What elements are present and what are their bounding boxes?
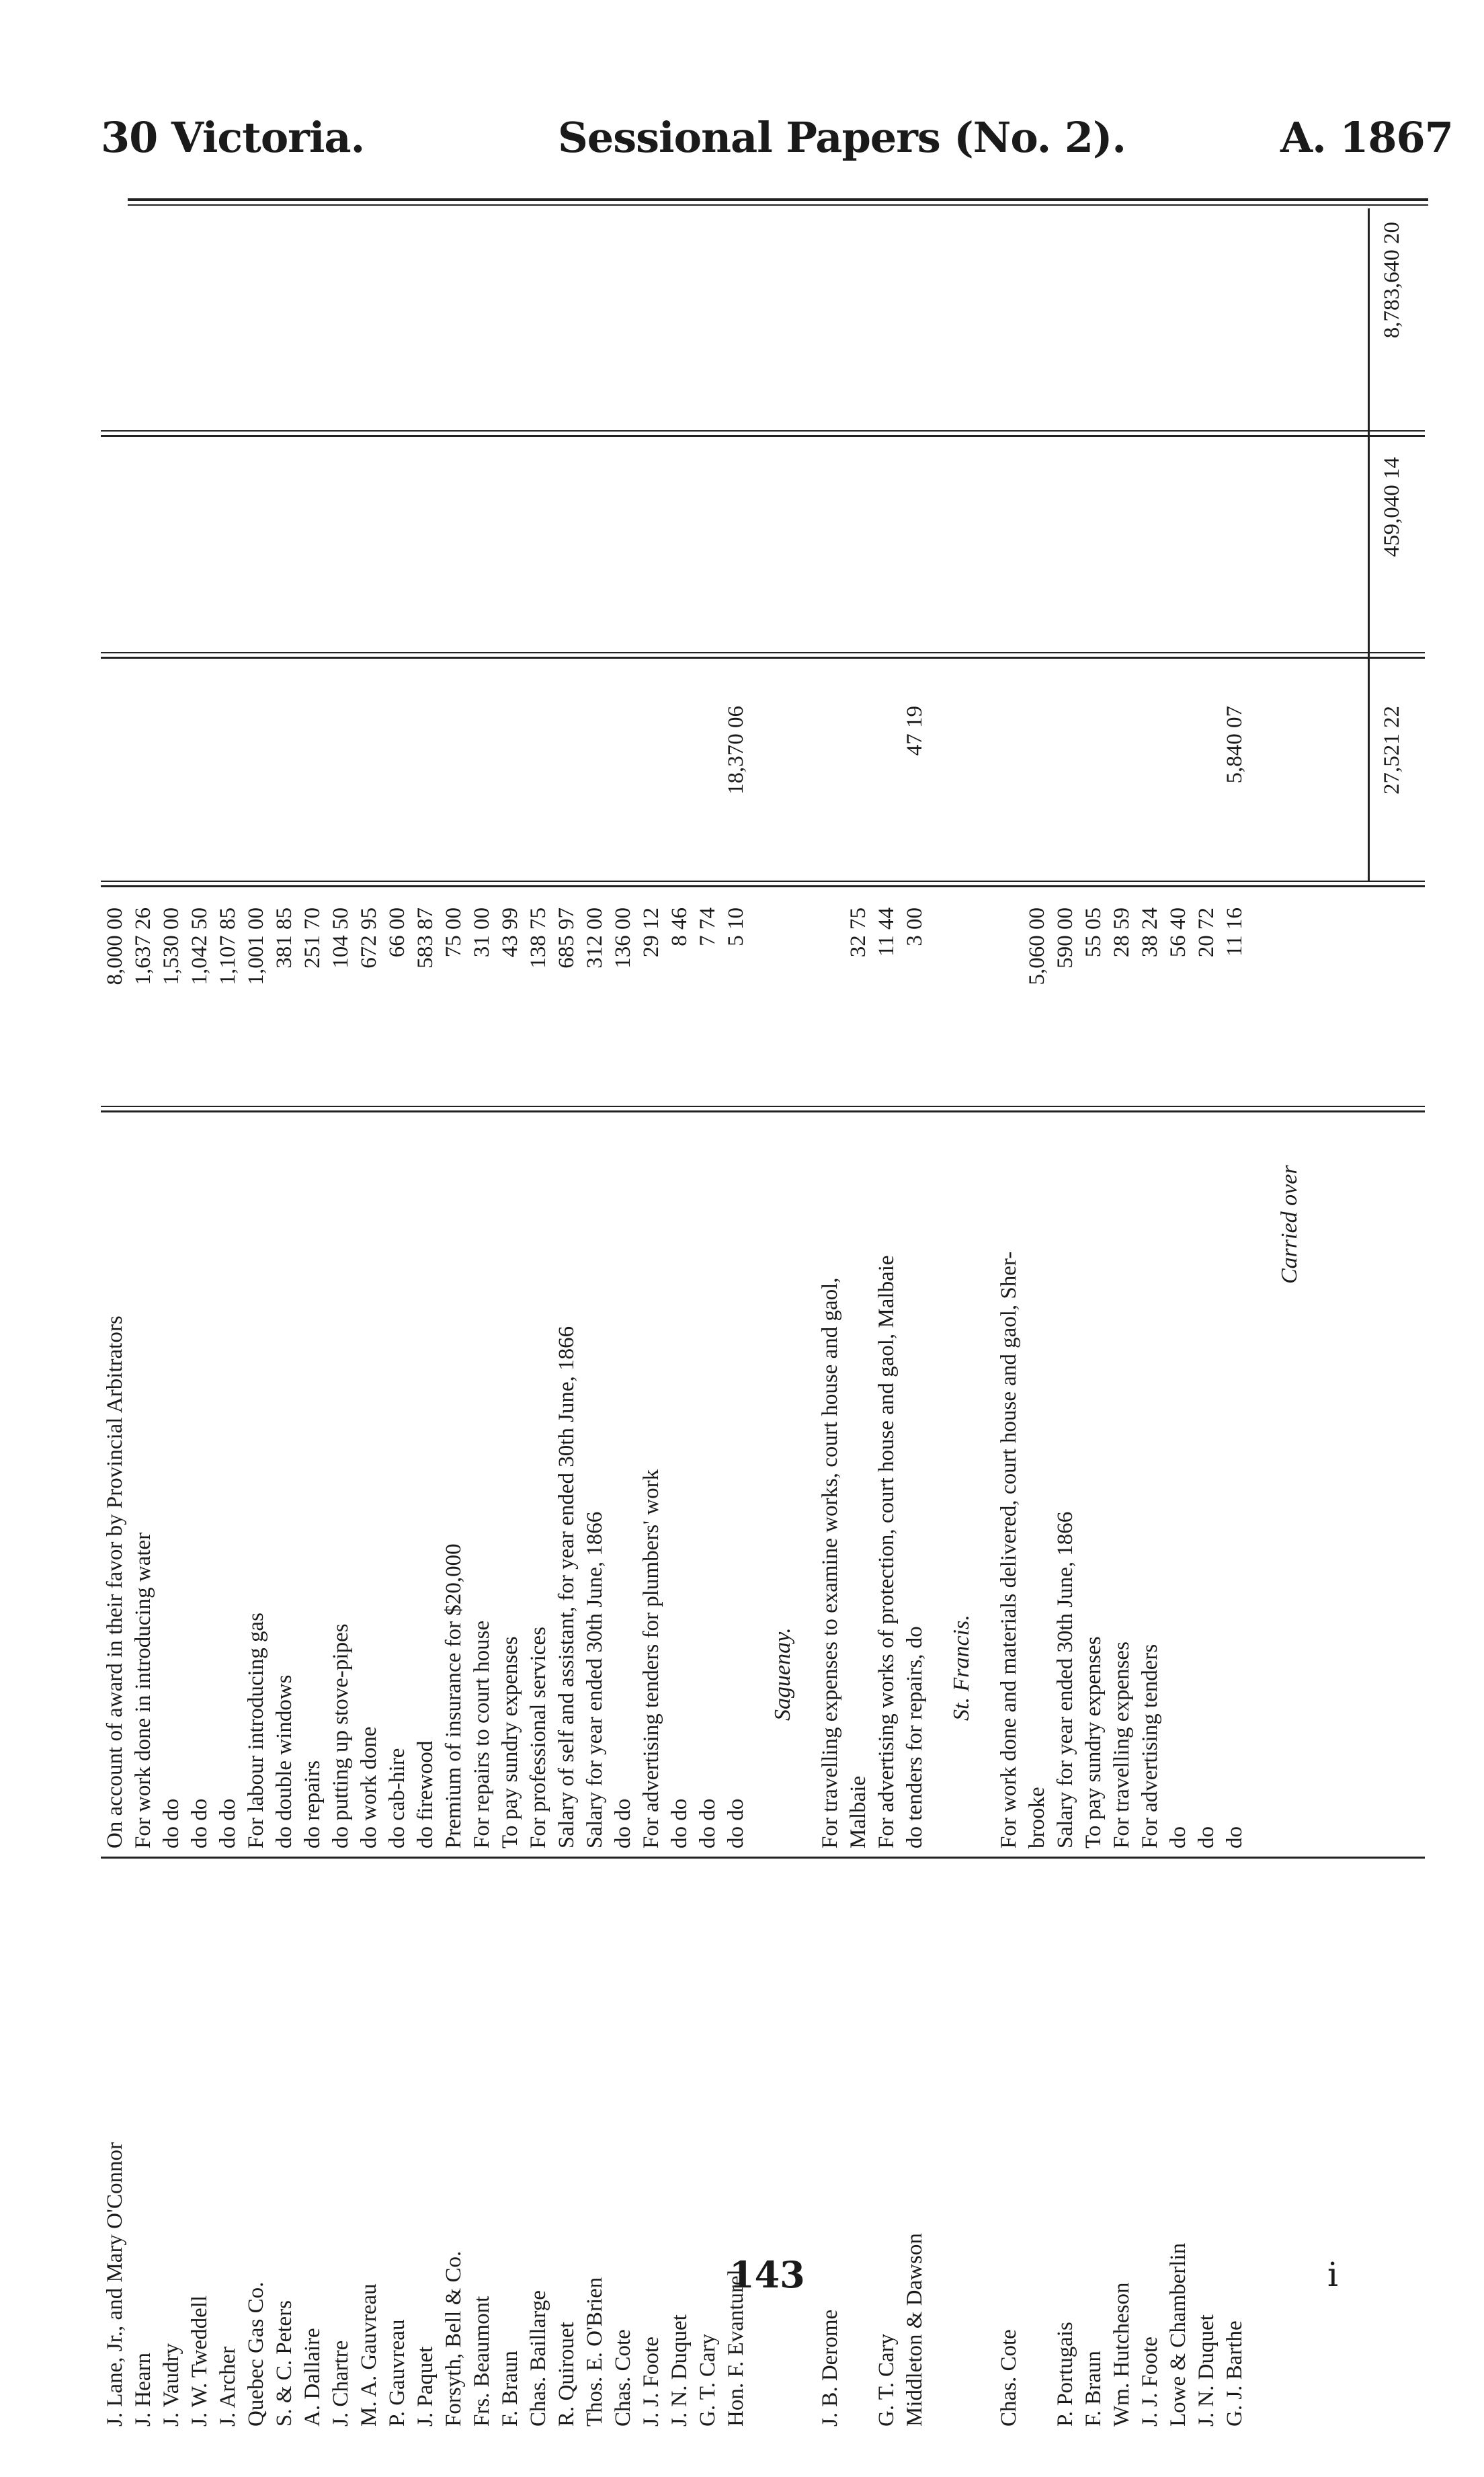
row-desc: For work done in introducing water: [131, 1532, 155, 1849]
header-rule-2: [128, 204, 1428, 206]
row-amount: 75 00: [442, 907, 466, 958]
row-desc: do do: [611, 1798, 635, 1849]
row-amount: 5 10: [724, 907, 748, 946]
row-desc: Salary for year ended 30th June, 1866: [1053, 1511, 1077, 1849]
row-amount: 8 46: [667, 907, 692, 946]
table-row: [1108, 208, 1136, 2427]
row-name: P. Portugais: [1053, 2322, 1077, 2427]
row-desc: To pay sundry expenses: [1081, 1636, 1106, 1849]
table-row: [242, 208, 270, 2427]
row-amount: 55 05: [1081, 907, 1106, 958]
row-desc: For advertising works of protection, court house and gaol, Malbaie: [874, 1255, 899, 1849]
row-desc: For work done and materials delivered, court house and gaol, Sher-: [997, 1251, 1021, 1849]
row-amount: 32 75: [846, 907, 870, 958]
row-desc: do work done: [357, 1726, 381, 1849]
table-row: [609, 208, 637, 2427]
row-name: J. Paquet: [413, 2346, 438, 2427]
row-amount: 7 74: [696, 907, 720, 946]
row-desc: Malbaie: [846, 1775, 870, 1849]
table-row: [468, 208, 496, 2427]
row-amount: 29 12: [639, 907, 663, 958]
row-name: J. J. Foote: [639, 2337, 663, 2427]
row-amount: 28 59: [1110, 907, 1134, 958]
table-row: [637, 208, 665, 2427]
row-name: Chas. Baillarge: [526, 2290, 550, 2427]
row-name: J. Vaudry: [159, 2343, 183, 2427]
row-desc: For advertising tenders for plumbers' work: [639, 1469, 663, 1849]
subtotal-c: [1221, 208, 1249, 2427]
row-name: J. B. Derome: [818, 2309, 842, 2427]
table-row: [383, 208, 411, 2427]
total-col5: 8,783,640 20: [1380, 222, 1404, 339]
subtotal-b: [901, 208, 929, 2427]
row-name: Chas. Cote: [611, 2329, 635, 2427]
row-desc: do do: [159, 1798, 183, 1849]
row-desc: do: [1166, 1826, 1190, 1849]
table-row: [816, 208, 844, 2427]
totals-row: [1378, 208, 1406, 2427]
row-amount: 8,000 00: [103, 907, 127, 985]
row-desc: On account of award in their favor by Provincial Arbitrators: [103, 1315, 127, 1849]
row-desc: brooke: [1025, 1787, 1049, 1849]
section-saguenay: [769, 208, 797, 2427]
row-desc: Salary for year ended 30th June, 1866: [583, 1511, 607, 1849]
table-row: [496, 208, 524, 2427]
row-desc: To pay sundry expenses: [498, 1636, 522, 1849]
row-desc: do repairs: [300, 1760, 325, 1849]
table-row: [327, 208, 355, 2427]
table-row: [844, 208, 872, 2427]
row-amount: 1,042 50: [188, 907, 212, 985]
table-row: [995, 208, 1023, 2427]
row-name: Frs. Beaumont: [470, 2296, 494, 2427]
row-desc: do: [1194, 1826, 1219, 1849]
row-amount: 5,060 00: [1025, 907, 1049, 985]
row-desc: For professional services: [526, 1627, 550, 1849]
row-amount: 685 97: [554, 907, 579, 969]
subtotal-c-amount: 5,840 07: [1223, 706, 1247, 784]
row-name: F. Braun: [1081, 2351, 1106, 2427]
total-col4: 459,040 14: [1380, 457, 1404, 557]
row-amount: 138 75: [526, 907, 550, 969]
table-row: [1136, 208, 1164, 2427]
row-name: Wm. Hutcheson: [1110, 2282, 1134, 2427]
table-row: [524, 208, 552, 2427]
row-amount: 381 85: [272, 907, 296, 969]
table-row: [157, 208, 186, 2427]
totals-rule: [1368, 208, 1370, 881]
row-desc: do firewood: [413, 1740, 438, 1849]
row-name: G. T. Cary: [874, 2333, 899, 2427]
row-name: J. W. Tweddell: [188, 2295, 212, 2427]
row-name: S. & C. Peters: [272, 2300, 296, 2427]
header-right: A. 1867: [1280, 113, 1453, 162]
row-name: M. A. Gauvreau: [357, 2283, 381, 2427]
table-row: [270, 208, 298, 2427]
carried-over-row: [1276, 208, 1304, 2427]
row-name: J. N. Duquet: [1194, 2314, 1219, 2427]
row-desc: do do: [724, 1798, 748, 1849]
header-center: Sessional Papers (No. 2).: [558, 113, 1126, 162]
row-name: R. Quirouet: [554, 2322, 579, 2427]
table-row: [1164, 208, 1192, 2427]
table-row: [1023, 208, 1051, 2427]
table-row: [355, 208, 383, 2427]
row-amount: 11 16: [1223, 907, 1247, 957]
table-row: [186, 208, 214, 2427]
row-amount: 1,001 00: [244, 907, 268, 985]
row-name: J. J. Foote: [1138, 2337, 1162, 2427]
row-amount: 56 40: [1166, 907, 1190, 958]
carried-over-label: Carried over: [1277, 1165, 1302, 1284]
row-name: J. N. Duquet: [667, 2314, 692, 2427]
row-desc: For travelling expenses: [1110, 1641, 1134, 1849]
corner-mark: i: [1327, 2255, 1338, 2294]
table-row: [129, 208, 157, 2427]
row-amount: 11 44: [874, 907, 899, 957]
row-name: J. Lane, Jr., and Mary O'Connor: [103, 2142, 127, 2427]
row-desc: do tenders for repairs, do: [903, 1626, 927, 1849]
row-amount: 1,637 26: [131, 907, 155, 985]
row-amount: 136 00: [611, 907, 635, 969]
row-amount: 38 24: [1138, 907, 1162, 958]
table-row: [1192, 208, 1221, 2427]
row-name: Lowe & Chamberlin: [1166, 2242, 1190, 2427]
row-name: P. Gauvreau: [385, 2319, 409, 2427]
row-desc: do do: [188, 1798, 212, 1849]
row-name: Thos. E. O'Brien: [583, 2277, 607, 2427]
table-row: [214, 208, 242, 2427]
row-amount: 251 70: [300, 907, 325, 969]
row-amount: 590 00: [1053, 907, 1077, 969]
table-row: [440, 208, 468, 2427]
section-st-francis-label: St. Francis.: [949, 1615, 974, 1721]
section-st-francis: [948, 208, 976, 2427]
row-name: J. Chartre: [329, 2340, 353, 2427]
row-desc: do: [1223, 1826, 1247, 1849]
row-desc: For travelling expenses to examine works, court house and gaol,: [818, 1277, 842, 1849]
row-name: Chas. Cote: [997, 2329, 1021, 2427]
total-col3: 27,521 22: [1380, 706, 1404, 795]
row-name: Middleton & Dawson: [903, 2233, 927, 2427]
row-amount: 104 50: [329, 907, 353, 969]
table-row: [872, 208, 901, 2427]
row-name: Hon. F. Evanturel: [724, 2269, 748, 2427]
row-name: A. Dallaire: [300, 2328, 325, 2427]
row-desc: Premium of insurance for $20,000: [442, 1543, 466, 1849]
header-left: 30 Victoria.: [101, 113, 365, 162]
section-saguenay-label: Saguenay.: [770, 1627, 795, 1721]
row-desc: do putting up stove-pipes: [329, 1623, 353, 1849]
table-row: [1079, 208, 1108, 2427]
row-amount: 66 00: [385, 907, 409, 958]
table-row: [552, 208, 581, 2427]
table-row: [694, 208, 722, 2427]
row-amount: 43 99: [498, 907, 522, 958]
table-row: [298, 208, 327, 2427]
row-name: J. Archer: [216, 2346, 240, 2427]
row-amount: 583 87: [413, 907, 438, 969]
row-name: F. Braun: [498, 2351, 522, 2427]
table-row: [665, 208, 694, 2427]
row-name: Quebec Gas Co.: [244, 2281, 268, 2427]
row-name: G. T. Cary: [696, 2333, 720, 2427]
row-amount: 1,530 00: [159, 907, 183, 985]
row-name: Forsyth, Bell & Co.: [442, 2250, 466, 2427]
subtotal-a: [722, 208, 750, 2427]
row-desc: do do: [696, 1798, 720, 1849]
table-row: [581, 208, 609, 2427]
row-amount: 312 00: [583, 907, 607, 969]
row-amount: 1,107 85: [216, 907, 240, 985]
row-amount: 20 72: [1194, 907, 1219, 958]
page-number: 143: [729, 2253, 805, 2296]
subtotal-b-amount: 47 19: [903, 706, 927, 756]
row-desc: Salary of self and assistant, for year ended 30th June, 1866: [554, 1326, 579, 1849]
row-name: J. Hearn: [131, 2353, 155, 2427]
ledger-table: [101, 208, 1425, 2427]
header-rule: [128, 198, 1428, 201]
row-desc: do double windows: [272, 1674, 296, 1849]
row-name: G. J. Barthe: [1223, 2320, 1247, 2427]
table-row: [411, 208, 440, 2427]
row-amount: 672 95: [357, 907, 381, 969]
row-desc: For repairs to court house: [470, 1620, 494, 1849]
row-amount: 31 00: [470, 907, 494, 958]
row-desc: For labour introducing gas: [244, 1612, 268, 1849]
table-row: [101, 208, 129, 2427]
row-desc: do do: [667, 1798, 692, 1849]
subtotal-a-amount: 18,370 06: [724, 706, 748, 795]
row-desc: do cab-hire: [385, 1748, 409, 1849]
row-amount: 3 00: [903, 907, 927, 946]
table-row: [1051, 208, 1079, 2427]
row-desc: do do: [216, 1798, 240, 1849]
row-desc: For advertising tenders: [1138, 1643, 1162, 1849]
